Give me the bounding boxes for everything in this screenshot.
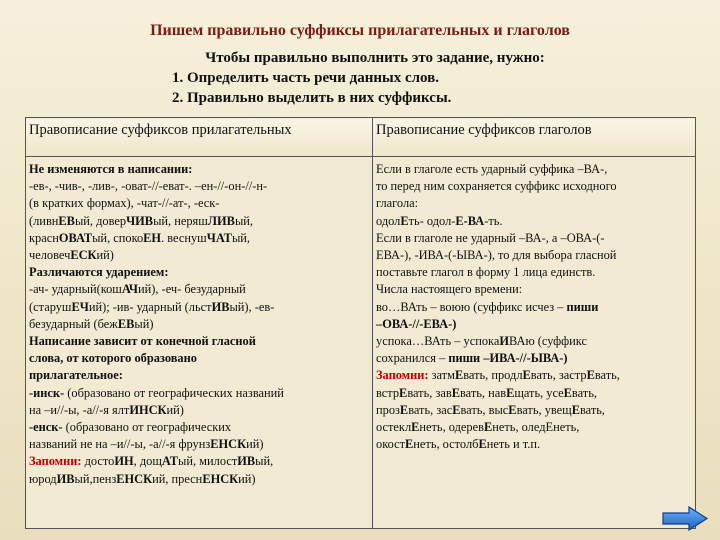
rule-line	[29, 281, 369, 298]
text-fragment: ый, споко	[92, 230, 144, 245]
rule-line	[29, 402, 369, 419]
text-fragment: неть,	[553, 420, 580, 435]
text-fragment: (образовано от географических названий	[64, 385, 284, 400]
text-fragment: ый)	[134, 316, 154, 331]
text-fragment: ЧИВ	[126, 213, 154, 228]
rule-line: поставьте глагол в форму 1 лица единств.	[376, 265, 596, 280]
text-fragment: Е	[563, 385, 572, 400]
text-fragment: пиши –ИВА-//-ЫВА-)	[448, 351, 568, 366]
rule-line: (в кратких формах), -чат-//-ат-, -еск-	[29, 196, 220, 211]
rule-line	[29, 419, 369, 436]
text-fragment: ый,	[231, 230, 251, 245]
text-fragment: ЕВ	[117, 316, 135, 331]
text-fragment: (образовано от географических	[62, 420, 232, 435]
text-fragment: Е	[400, 213, 409, 228]
text-fragment: ЛИВ	[207, 213, 235, 228]
rule-line	[376, 367, 692, 384]
text-fragment: АЧ	[121, 282, 139, 297]
rule-line: Числа настоящего времени:	[376, 282, 523, 297]
text-fragment: ОВАТ	[58, 230, 93, 245]
rule-line	[29, 316, 369, 333]
text-fragment: -ть.	[484, 213, 503, 228]
text-fragment: ый, милост	[178, 454, 238, 469]
text-fragment: , дощ	[133, 454, 162, 469]
text-fragment: Е	[452, 402, 461, 417]
rule-line: Если в глаголе есть ударный суффика –ВА-,	[376, 162, 608, 176]
rule-line: Различаются ударением:	[29, 265, 169, 280]
table-row	[26, 157, 696, 529]
text-fragment: Е	[478, 437, 487, 452]
text-fragment: Е	[405, 437, 414, 452]
text-fragment: -ач- ударный(кош	[29, 282, 122, 297]
text-fragment: одол	[376, 213, 401, 228]
right-arrow-icon	[661, 505, 709, 532]
text-fragment: Е	[508, 402, 517, 417]
rule-line	[376, 419, 692, 436]
instruction-step: 2. Правильно выделить в них суффиксы.	[172, 90, 452, 106]
rule-line	[376, 299, 692, 316]
text-fragment: Е	[522, 368, 531, 383]
rule-line: Написание зависит от конечной гласной	[29, 334, 256, 349]
text-fragment: ЕНСК	[210, 437, 247, 452]
rule-line: Если в глаголе не ударный –ВА-, а –ОВА-(-	[376, 230, 605, 245]
text-fragment: ЕЧ	[71, 299, 89, 314]
page-title: Пишем правильно суффиксы прилагательных и глаголов	[150, 22, 570, 39]
rule-line: ЕВА-), -ИВА-(-ЫВА-), то для выбора гласной	[376, 248, 617, 263]
text-fragment: ИН	[114, 454, 134, 469]
text-fragment: остекл	[376, 420, 412, 435]
text-fragment: на –и//-ы, -а//-я ялт	[29, 402, 130, 417]
text-fragment: ий); -ив- ударный (льст	[88, 299, 212, 314]
text-fragment: (ливн	[29, 213, 59, 228]
text-fragment: Е	[411, 420, 420, 435]
text-fragment: безударный (беж	[29, 316, 118, 331]
text-fragment: ЕНСК	[202, 471, 239, 486]
text-fragment: пиши	[566, 299, 599, 314]
text-fragment: Запомни:	[376, 368, 429, 383]
text-fragment: успока…ВАть – успока	[376, 334, 500, 349]
text-fragment: ий)	[246, 437, 264, 452]
rule-line: слова, от которого образовано	[29, 351, 197, 366]
text-fragment: ИВ	[237, 454, 256, 469]
text-fragment: -енск-	[29, 420, 63, 435]
text-fragment: ый,	[255, 454, 274, 469]
text-fragment: ЕНСК	[116, 471, 153, 486]
text-fragment: АТ	[161, 454, 179, 469]
text-fragment: -инск-	[29, 385, 65, 400]
text-fragment: ий)	[96, 248, 114, 263]
text-fragment: вать, зас	[408, 402, 453, 417]
text-fragment: . веснуш	[161, 230, 207, 245]
text-fragment: сохранился –	[376, 351, 449, 366]
text-fragment: ый,пенз	[74, 471, 117, 486]
text-fragment: человеч	[29, 248, 71, 263]
text-fragment: неть, одерев	[419, 420, 484, 435]
rule-line	[29, 471, 369, 488]
rule-line	[29, 299, 369, 316]
text-fragment: ЕВ	[58, 213, 75, 228]
rule-line	[376, 333, 692, 350]
text-fragment: вать, увещ	[516, 402, 572, 417]
text-fragment: Е	[571, 402, 580, 417]
text-fragment: неть, оледЕ	[492, 420, 554, 435]
rule-line: -ев-, -чив-, -лив-, -оват-//-еват-. –ен-//-он-//-н-	[29, 179, 268, 194]
rule-line: Не изменяются в написании:	[29, 162, 193, 176]
text-fragment: Е	[506, 385, 515, 400]
text-fragment: вать, продл	[463, 368, 523, 383]
text-fragment: ий)	[238, 471, 256, 486]
text-fragment: щать, усе	[514, 385, 564, 400]
text-fragment: ЧАТ	[206, 230, 232, 245]
text-fragment: Е	[399, 402, 409, 417]
header-adjectives: Правописание суффиксов прилагательных	[26, 118, 373, 157]
rule-line	[29, 385, 369, 402]
text-fragment: вать,	[571, 385, 597, 400]
text-fragment: затм	[428, 368, 455, 383]
rule-line	[376, 213, 692, 230]
rule-line: прилагательное:	[29, 368, 123, 383]
text-fragment: вать, выс	[460, 402, 509, 417]
text-fragment: встр	[376, 385, 400, 400]
text-fragment: Е	[451, 385, 460, 400]
text-fragment: названий не на –и//-ы, -а//-я фрунз	[29, 437, 211, 452]
text-fragment: ИНСК	[129, 402, 167, 417]
text-fragment: Е	[586, 368, 595, 383]
text-fragment: ый), -ев-	[229, 299, 275, 314]
text-fragment: ВАю (суффикс	[509, 334, 587, 349]
rule-line	[29, 247, 369, 264]
rule-line	[376, 350, 692, 367]
text-fragment: вать,	[594, 368, 620, 383]
table-header-row	[26, 118, 696, 157]
instructions-lead: Чтобы правильно выполнить это задание, нужно:	[205, 50, 545, 66]
rule-line	[29, 230, 369, 247]
text-fragment: ый,	[234, 213, 253, 228]
text-fragment: неть, остолб	[413, 437, 479, 452]
text-fragment: (старуш	[29, 299, 72, 314]
text-fragment: ий)	[166, 402, 184, 417]
text-fragment: проз	[376, 402, 400, 417]
text-fragment: вать, застр	[530, 368, 587, 383]
instructions	[150, 48, 570, 108]
text-fragment: ий, пресн	[152, 471, 203, 486]
verbs-rules-cell	[373, 157, 696, 529]
text-fragment: окост	[376, 437, 406, 452]
text-fragment: юрод	[29, 471, 57, 486]
text-fragment: ЕН	[143, 230, 162, 245]
rule-line	[29, 436, 369, 453]
rule-line: глагола:	[376, 196, 419, 211]
text-fragment: неть и т.п.	[486, 437, 541, 452]
rules-table	[25, 117, 696, 529]
text-fragment: ИВ	[56, 471, 75, 486]
text-fragment: ий), -еч- безударный	[138, 282, 246, 297]
text-fragment: Е-ВА	[455, 213, 485, 228]
text-fragment: И	[499, 334, 510, 349]
header-verbs: Правописание суффиксов глаголов	[373, 118, 696, 157]
text-fragment: красн	[29, 230, 59, 245]
next-slide-button[interactable]	[661, 505, 709, 532]
text-fragment: ый, довер	[74, 213, 127, 228]
text-fragment: Е	[483, 420, 493, 435]
rule-line: то перед ним сохраняется суффикс исходного	[376, 179, 617, 194]
rule-line	[29, 453, 369, 470]
text-fragment: ЕСК	[70, 248, 97, 263]
text-fragment: во…ВАть – воюю (суффикс исчез –	[376, 299, 567, 314]
rule-line	[29, 213, 369, 230]
rule-line	[376, 402, 692, 419]
text-fragment: Запомни:	[29, 454, 82, 469]
rule-line	[376, 385, 692, 402]
text-fragment: вать, нав	[459, 385, 507, 400]
adjectives-rules-cell	[26, 157, 373, 529]
text-fragment: Е	[399, 385, 408, 400]
text-fragment: ть- одол-	[408, 213, 456, 228]
text-fragment: вать, зав	[407, 385, 452, 400]
text-fragment: досто	[81, 454, 115, 469]
rule-line: –ОВА-//-ЕВА-)	[376, 316, 457, 331]
text-fragment: вать,	[579, 402, 605, 417]
text-fragment: ИВ	[211, 299, 230, 314]
text-fragment: Е	[454, 368, 464, 383]
text-fragment: ый, неряш	[153, 213, 208, 228]
rule-line	[376, 436, 692, 453]
instruction-step: 1. Определить часть речи данных слов.	[172, 70, 439, 86]
